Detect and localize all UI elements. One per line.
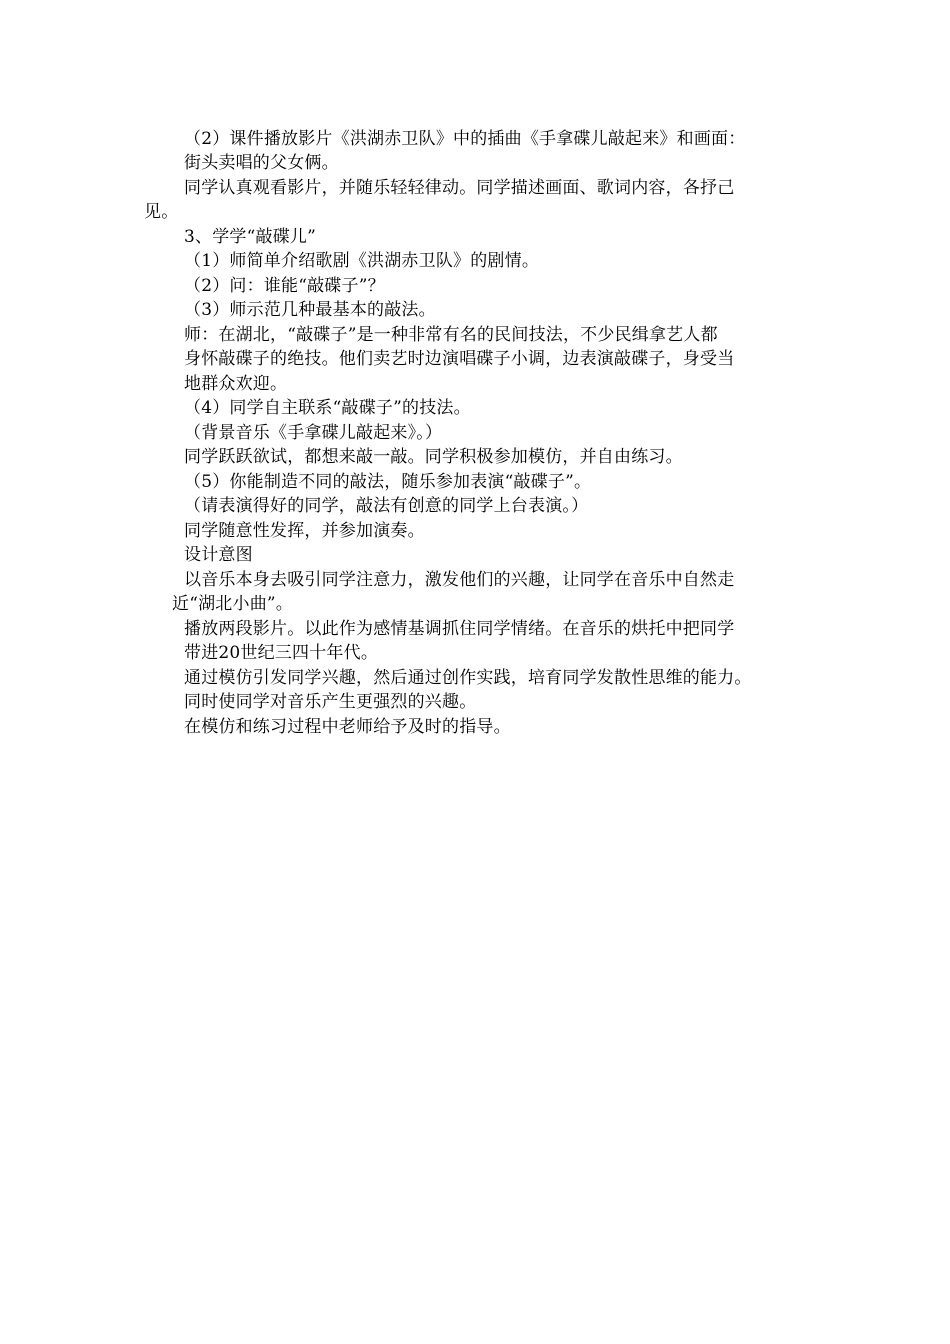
text-line: 同学随意性发挥，并参加演奏。 xyxy=(184,521,425,541)
text-line: 街头卖唱的父女俩。 xyxy=(184,153,339,173)
text-line: 近“湖北小曲”。 xyxy=(172,594,293,614)
text-line: 见。 xyxy=(144,202,179,222)
text-line: 通过模仿引发同学兴趣，然后通过创作实践，培育同学发散性思维的能力。 xyxy=(184,668,752,688)
text-line: 带进20世纪三四十年代。 xyxy=(184,643,379,663)
text-line: 同学跃跃欲试，都想来敲一敲。同学积极参加模仿，并自由练习。 xyxy=(184,447,683,467)
text-line: 播放两段影片。以此作为感情基调抓住同学情绪。在音乐的烘托中把同学 xyxy=(184,619,735,639)
text-line: 师：在湖北，“敲碟子”是一种非常有名的民间技法，不少民缉拿艺人都 xyxy=(184,325,718,345)
text-line: 同学认真观看影片，并随乐轻轻律动。同学描述画面、歌词内容，各抒己 xyxy=(184,178,735,198)
text-line: （请表演得好的同学，敲法有创意的同学上台表演。） xyxy=(184,496,589,516)
text-line: 在模仿和练习过程中老师给予及时的指导。 xyxy=(184,717,511,737)
section-heading: 设计意图 xyxy=(184,545,253,565)
text-line: （3）师示范几种最基本的敲法。 xyxy=(184,300,436,320)
text-line: 同时使同学对音乐产生更强烈的兴趣。 xyxy=(184,692,477,712)
text-line: （1）师简单介绍歌剧《洪湖赤卫队》的剧情。 xyxy=(184,251,540,271)
text-line: 地群众欢迎。 xyxy=(184,374,288,394)
text-line: 身怀敲碟子的绝技。他们卖艺时边演唱碟子小调，边表演敲碟子，身受当 xyxy=(184,349,735,369)
text-line: （4）同学自主联系“敲碟子”的技法。 xyxy=(184,398,471,418)
text-line: （2）问：谁能“敲碟子”？ xyxy=(184,276,385,296)
text-line: （5）你能制造不同的敲法，随乐参加表演“敲碟子”。 xyxy=(184,472,592,492)
text-line: 以音乐本身去吸引同学注意力，激发他们的兴趣，让同学在音乐中自然走 xyxy=(184,570,735,590)
text-line: （2）课件播放影片《洪湖赤卫队》中的插曲《手拿碟儿敲起来》和画面： xyxy=(184,129,746,149)
text-line: （背景音乐《手拿碟儿敲起来》。） xyxy=(184,423,443,443)
section-heading: 3、学学“敲碟儿” xyxy=(184,227,316,247)
